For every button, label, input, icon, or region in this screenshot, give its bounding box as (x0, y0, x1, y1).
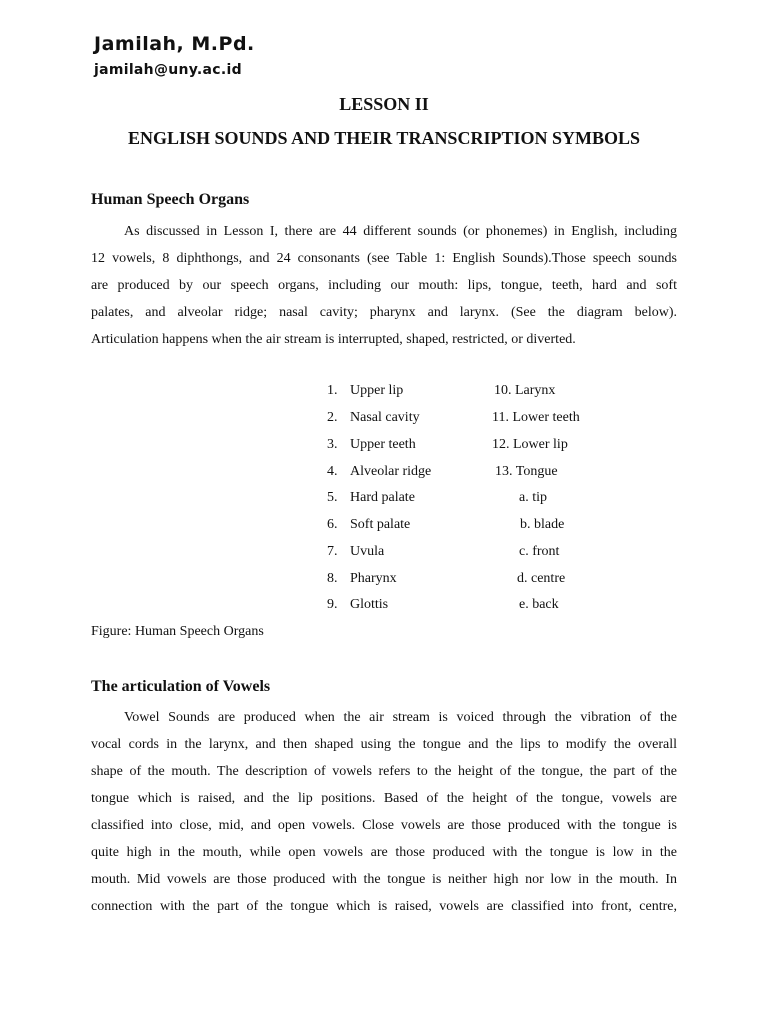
paragraph-line: 12 vowels, 8 diphthongs, and 24 consonants (see Table 1: English Sounds).Those speech sounds (91, 251, 677, 266)
paragraph-line: Articulation happens when the air stream is interrupted, shaped, restricted, or diverted. (91, 332, 576, 347)
paragraph-line: As discussed in Lesson I, there are 44 different sounds (or phonemes) in English, including (124, 224, 677, 239)
lesson-title: ENGLISH SOUNDS AND THEIR TRANSCRIPTION SYMBOLS (128, 128, 640, 148)
list-number: 6. (327, 517, 338, 532)
paragraph-line: tongue which is raised, and the lip positions. Based of the height of the tongue, vowels are (91, 791, 677, 806)
list-item: Pharynx (350, 571, 397, 586)
paragraph-line: shape of the mouth. The description of vowels refers to the height of the tongue, the part of the (91, 764, 677, 779)
section-heading-vowels: The articulation of Vowels (91, 678, 271, 695)
list-number: 9. (327, 597, 338, 612)
author-email: jamilah@uny.ac.id (94, 62, 242, 78)
paragraph-line: vocal cords in the larynx, and then shaped using the tongue and the lips to modify the overall (91, 737, 677, 752)
list-number: 2. (327, 410, 338, 425)
list-item: a. tip (519, 490, 547, 505)
section-heading-speech-organs: Human Speech Organs (91, 191, 250, 208)
paragraph-line: classified into close, mid, and open vowels. Close vowels are those produced with the tongue is (91, 818, 677, 833)
list-item: Hard palate (350, 490, 415, 505)
paragraph-speech-organs (91, 218, 677, 353)
paragraph-line: palates, and alveolar ridge; nasal cavity; pharynx and larynx. (See the diagram below). (91, 305, 677, 320)
list-number: 5. (327, 490, 338, 505)
list-number: 4. (327, 464, 338, 479)
figure-caption: Figure: Human Speech Organs (91, 624, 264, 639)
paragraph-line: mouth. Mid vowels are those produced with the tongue is neither high nor low in the mouth. In (91, 872, 677, 887)
paragraph-vowels (91, 704, 677, 920)
list-item: Glottis (350, 597, 389, 612)
author-name: Jamilah, M.Pd. (94, 33, 255, 55)
list-item: 12. Lower lip (492, 437, 568, 452)
paragraph-line: quite high in the mouth, while open vowels are those produced with the tongue is low in the (91, 845, 677, 860)
list-item: e. back (519, 597, 559, 612)
list-item: Upper lip (350, 383, 404, 398)
paragraph-line: connection with the part of the tongue which is raised, vowels are classified into front, centre, (91, 899, 677, 914)
list-number: 8. (327, 571, 338, 586)
list-item: c. front (519, 544, 560, 559)
lesson-number: LESSON II (339, 94, 429, 114)
list-item: 11. Lower teeth (492, 410, 580, 425)
list-item: Alveolar ridge (350, 464, 432, 479)
list-number: 7. (327, 544, 338, 559)
list-number: 3. (327, 437, 338, 452)
list-item: 13. Tongue (495, 464, 558, 479)
list-item: d. centre (517, 571, 566, 586)
list-item: Soft palate (350, 517, 411, 532)
paragraph-line: are produced by our speech organs, including our mouth: lips, tongue, teeth, hard and soft (91, 278, 677, 293)
list-item: Nasal cavity (350, 410, 420, 425)
list-item: b. blade (520, 517, 565, 532)
list-number: 1. (327, 383, 338, 398)
paragraph-line: Vowel Sounds are produced when the air stream is voiced through the vibration of the (124, 710, 677, 725)
list-item: 10. Larynx (494, 383, 556, 398)
list-item: Uvula (350, 544, 385, 559)
list-item: Upper teeth (350, 437, 416, 452)
